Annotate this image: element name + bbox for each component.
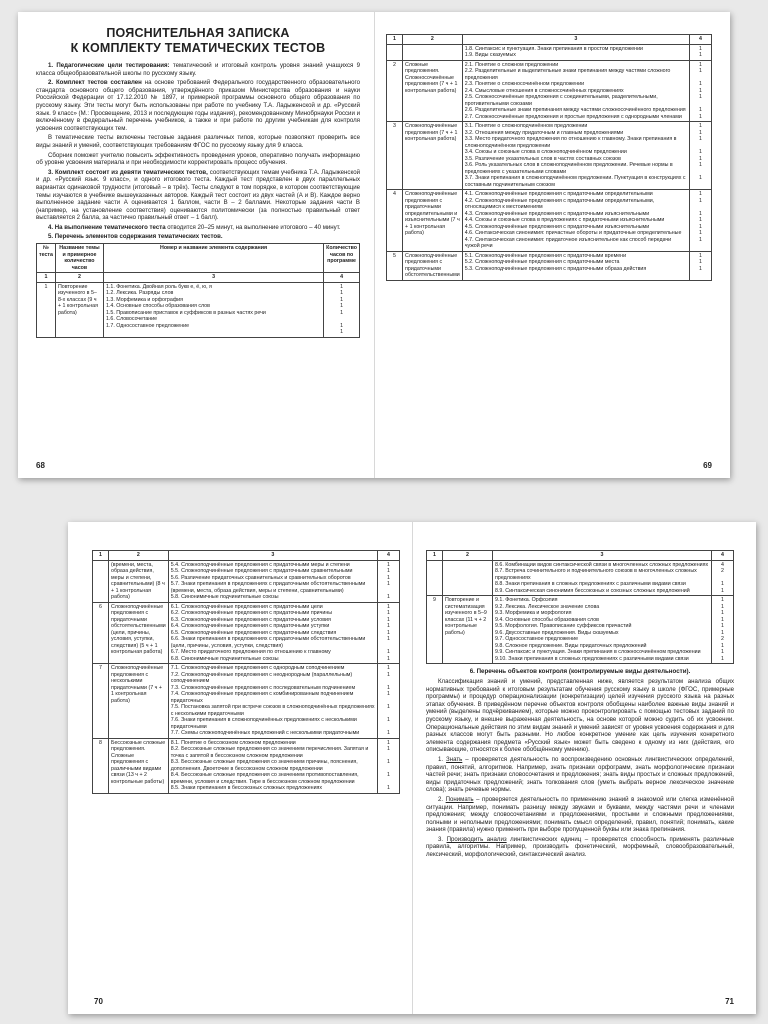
item: 5.4. Сложноподчинённые предложения с придаточными меры и степени: [170, 561, 350, 568]
item: 6.7. Место придаточного предложения по отношению к главному: [170, 649, 331, 655]
hours: 1: [721, 649, 724, 655]
col-number: 1: [427, 551, 443, 561]
header-cell: № теста: [37, 244, 56, 273]
test-number: [387, 44, 403, 60]
topic-cell: Сложноподчинённые предложения с придаточными определительными и изъяснительными (7 ч + 1 контрольная работа): [403, 190, 463, 252]
hours: 1: [699, 52, 702, 58]
hours-cell: [378, 664, 400, 739]
item: 9.4. Основные способы образования слов: [495, 616, 599, 623]
table-row: [427, 560, 734, 596]
hours: 1: [387, 636, 390, 642]
item: 6.3. Сложноподчинённые предложения с придаточными условия: [170, 616, 331, 623]
test-number: [427, 560, 443, 596]
paragraph: [36, 169, 360, 222]
title-line-1: ПОЯСНИТЕЛЬНАЯ ЗАПИСКА: [106, 26, 290, 40]
col-number: 3: [493, 551, 712, 561]
hours: 1: [721, 616, 724, 623]
content-table: [36, 243, 360, 338]
paragraph: [36, 233, 360, 241]
col-number: 3: [168, 551, 377, 561]
table-row: [427, 596, 734, 664]
col-number: 1: [37, 273, 56, 283]
item: 3.4. Союзы и союзные слова в сложноподчинённом предложении: [464, 149, 627, 155]
paragraph-text: отводится 20–25 минут, на выполнение итогового – 40 минут.: [165, 223, 341, 231]
test-number: 3: [387, 122, 403, 190]
hours: 1: [387, 691, 390, 697]
hours: 1: [721, 597, 724, 603]
term: Производить анализ: [446, 835, 507, 843]
item: 1.8. Синтаксис и пунктуация. Знаки препинания в простом предложении: [464, 45, 643, 52]
item: 9.10. Знаки препинания в сложных предложениях с различными видами связи: [495, 655, 689, 662]
col-number: 2: [109, 551, 169, 561]
item: 1.6. Словосочетание: [105, 316, 158, 323]
item: 7.1. Сложноподчинённые предложения с однородным соподчинением: [170, 665, 345, 671]
item: 2.5. Сложносочинённые предложения с соединительными, разделительными, противительными союзами: [464, 94, 658, 107]
column-number-row: [387, 35, 712, 45]
item: 6.8. Синонимичные подчинительные союзы: [170, 655, 279, 662]
hours: 1: [387, 616, 390, 623]
hours: 1: [721, 581, 724, 587]
item: 1.9. Виды сказуемых: [464, 52, 516, 58]
item: 6.4. Сложноподчинённые предложения с придаточными уступки: [170, 623, 330, 629]
table-row: [93, 664, 400, 739]
hours: 1: [699, 107, 702, 113]
item: 4.5. Сложноподчинённые предложения с придаточными изъяснительными: [464, 223, 650, 230]
hours: 1: [387, 655, 390, 662]
hours: 1: [340, 296, 344, 303]
col-number: 3: [103, 273, 323, 283]
item: 8.8. Знаки препинания в сложных предложениях с различными видами связи: [495, 581, 686, 587]
items-cell: [168, 664, 377, 739]
col-number: 2: [443, 551, 493, 561]
hours: 1: [340, 303, 344, 310]
paragraph-heading: 5. Перечень элементов содержания тематических тестов.: [48, 233, 223, 241]
hours: 1: [387, 610, 390, 616]
paragraph-heading: 3. Комплект состоит из девяти тематических тестов,: [48, 168, 208, 176]
paragraph-heading: 4. На выполнение тематического теста: [48, 223, 166, 231]
page-number: 70: [94, 997, 103, 1006]
top-spread: [18, 12, 730, 478]
item: 1.5. Правописание приставок и суффиксов в разных частях речи: [105, 309, 266, 316]
hours: 1: [340, 283, 344, 290]
col-number: 4: [712, 551, 734, 561]
test-number: [93, 560, 109, 602]
hours: 1: [721, 587, 724, 594]
item: 4.6. Синтаксическая синонимия: причастные обороты и придаточные определительные: [464, 230, 682, 236]
hours: 1: [699, 61, 702, 68]
item: 7.4. Сложноподчинённые предложения с комбинированным подчинением придаточных: [170, 691, 354, 704]
hours-cell: [690, 190, 712, 252]
hours: 1: [387, 717, 390, 723]
item: 8.2. Бессоюзные сложные предложения со значением перечисления. Запятая и точка с запятой в бессоюзном сложном предложении: [170, 746, 369, 759]
hours: 1: [699, 87, 702, 94]
item: 8.7. Встреча сочинительного и подчинительного союзов в многочленных сложных предложениях: [495, 568, 697, 581]
item: 9.6. Двусоставные предложения. Виды сказуемых: [495, 629, 619, 636]
hours: 1: [699, 113, 702, 120]
item: 3.1. Понятие о сложноподчинённом предложении: [464, 123, 588, 129]
topic-cell: Бессоюзные сложные предложения. Сложные предложения с различными видами связи (13 ч + 2 контрольные работы): [109, 738, 169, 793]
hours: 1: [699, 236, 702, 243]
bottom-spread: [68, 522, 756, 1014]
item: 5.8. Синонимичные подчинительные союзы: [170, 594, 279, 600]
hours: 1: [699, 252, 702, 259]
hours-cell: [690, 251, 712, 280]
paragraph: 3. Производить анализ лингвистических единиц – проверяется способность применять различные правила, алгоритмы. Например, производить фонетический, морфемный, словообразовательный, лексический, морфологический, синтаксический анализ.: [426, 835, 734, 859]
item: 9.2. Лексика. Лексическое значение слова: [495, 603, 600, 610]
hours: 1: [699, 197, 702, 204]
content-table: [426, 550, 734, 664]
topic-cell: [403, 44, 463, 60]
paragraph-text: на основе требований Федерального государственного образовательного стандарта основного общего образования, утверждённого приказом Министерства образования и науки Российской Федерации от 17.12.2010 № 1897, и примерной программы основного общего образования по русскому языку. Эти тесты могут быть использованы при работе по учебнику Т.А. Ладыженской и др. «Русский язык. 9 класс» (М.: Просвещение, 2013 и последующие годы издания), рекомендованному Минобрнауки России и включённому в федеральный перечень учебников, а также и при работе по другим учебникам для контроля усвоения соответствующих тем.: [36, 79, 360, 132]
hours: 1: [699, 230, 702, 236]
item: 6.2. Сложноподчинённые предложения с придаточными причины: [170, 610, 333, 616]
paragraph-text: – проверяется деятельность по воспроизведению основных лингвистических определений, правил, понятий, алгоритмов. Например, знать признаки орфограмм, знать морфологические признаки частей речи; знать признаки словосочетания и предложения; знать виды простых и сложных предложений, виды придаточных предложений; знать толкования слов (уметь выбрать верное лексическое значение слова); знать речевые нормы.: [426, 755, 734, 794]
item: 6.1. Сложноподчинённые предложения с придаточными цели: [170, 603, 323, 610]
table-row: [93, 738, 400, 793]
topic-cell: Сложные предложения. Сложносочинённые предложения (7 ч + 1 контрольная работа): [403, 60, 463, 122]
paragraph: 2. Понимать – проверяется деятельность по применению знаний в знакомой или слегка изменённой ситуации. Например, понимать разницу между звуками и буквами, между частями речи и членами предложения; между словосочетаниями и предложениями, простыми и сложными предложениями, полными и неполными предложениями; понимать смысл определений, правил, понятий; понимать, какие знания (правила) нужно применить при выборе пропущенной буквы или знака препинания.: [426, 795, 734, 834]
hours: 1: [721, 623, 724, 629]
hours: 1: [699, 191, 702, 197]
hours: 1: [699, 162, 702, 168]
item: 2.2. Разделительные и выделительные знаки препинания между частями сложного предложения: [464, 68, 671, 81]
item: 2.6. Разделительные знаки препинания между частями сложносочинённого предложения: [464, 107, 686, 113]
table-header-row: [37, 244, 360, 273]
hours: 1: [387, 671, 390, 678]
paragraph-heading: 1. Педагогические цели тестирования:: [48, 62, 170, 69]
col-number: 1: [387, 35, 403, 45]
test-number: 1: [37, 282, 56, 337]
item: 8.1. Понятие о бессоюзном сложном предложении: [170, 739, 296, 746]
hours: 1: [699, 149, 702, 155]
item: 3.7. Знаки препинания в сложноподчинённом предложении. Пунктуация в конструкциях с составным подчинительным союзом: [464, 175, 686, 188]
item: 5.3. Сложноподчинённые предложения с придаточными образа действия: [464, 265, 647, 272]
page-number: 69: [703, 461, 712, 470]
items-cell: [168, 602, 377, 664]
page-69: [374, 12, 730, 478]
hours-cell: [378, 738, 400, 793]
hours: 1: [387, 704, 390, 710]
item: 9.1. Фонетика. Орфоэпия: [495, 597, 558, 603]
paragraph: [36, 224, 360, 232]
items-cell: [493, 560, 712, 596]
paragraph: Сборник поможет учителю повысить эффективность проведения уроков, оперативно получать информацию об уровне усвоения материала и при необходимости корректировать процесс обучения.: [36, 151, 360, 167]
item: 3.6. Роль указательных слов в сложноподчинённом предложении. Речевые нормы в предложениях с указательными словами: [464, 162, 673, 175]
item: 4.2. Сложноподчинённые предложения с придаточными определительными, относящимися к местоимениям: [464, 197, 655, 210]
paragraph: В тематические тесты включены тестовые задания различных типов, которые позволяют проверить все виды знаний и умений, соответствующих требованиям ФГОС по русскому языку для 9 класса.: [36, 134, 360, 149]
hours: 1: [340, 309, 344, 316]
paragraph-text: тематический и итоговый контроль уровня знаний учащихся 9 класса общеобразовательной школы по русскому языку.: [36, 62, 361, 77]
hours: 2: [721, 568, 724, 574]
items-cell: [462, 44, 689, 60]
page-71: [412, 522, 756, 1014]
content-table: [386, 34, 712, 281]
table-row: [387, 190, 712, 252]
paragraph-text: соответствующих темам учебника Т.А. Ладыженской и др. «Русский язык. 9 класс», и одного итогового теста. Каждый тест представлен в двух параллельных вариантах одинаковой трудности (итоговый – в трёх). Тесты следуют в том порядке, в котором соответствующие темы изучаются в учебнике вышеуказанных авторов. Каждый тест состоит из двух частей (А и В). Каждое верно выполненное задание части А оценивается 1 баллом, части В – 2 баллами. Некоторые задания части В (например, на установление соответствия) оцениваются политомически (за полностью правильный ответ выставляется 2 балла, за частично правильный ответ – 1 балл).: [36, 168, 360, 222]
item: 9.7. Односоставное предложение: [495, 636, 579, 642]
item: 9.5. Морфология. Правописание суффиксов причастий: [495, 623, 632, 629]
hours: 1: [340, 290, 344, 297]
page-title: [36, 26, 360, 56]
topic-cell: (времени, места, образа действия, меры и степени, сравнительными) (8 ч + 1 контрольная работа): [109, 560, 169, 602]
hours: 1: [699, 68, 702, 74]
items-cell: [493, 596, 712, 664]
column-number-row: [427, 551, 734, 561]
hours: 1: [387, 684, 390, 691]
page-70: [68, 522, 412, 1014]
item: 4.7. Синтаксическая синонимия: придаточное изъяснительное как способ передачи чужой речи: [464, 236, 672, 249]
test-number: 6: [93, 602, 109, 664]
section-heading: 6. Перечень объектов контроля (контролируемые виды деятельности).: [469, 668, 691, 675]
item: 7.6. Знаки препинания в сложноподчинённых предложениях с несколькими придаточными: [170, 717, 357, 730]
item: 9.3. Морфемика и морфология: [495, 610, 572, 616]
hours: 1: [721, 642, 724, 649]
hours-cell: [690, 122, 712, 190]
topic-cell: [443, 560, 493, 596]
item: 5.2. Сложноподчинённые предложения с придаточными места: [464, 259, 620, 265]
hours: 1: [699, 265, 702, 272]
term: Понимать: [445, 795, 474, 803]
hours-cell: [712, 596, 734, 664]
item: 5.5. Сложноподчинённые предложения с придаточными сравнительными: [170, 568, 353, 574]
item: 1.3. Морфемика и орфография: [105, 296, 184, 303]
paragraph-heading: 2. Комплект тестов составлен: [48, 79, 142, 87]
hours: 1: [699, 129, 702, 136]
item: 4.3. Сложноподчинённые предложения с придаточными изъяснительными: [464, 210, 650, 217]
item: 2.3. Понятие о сложносочинённом предложении: [464, 81, 585, 87]
item: 5.6. Различение придаточных сравнительных и сравнительных оборотов: [170, 574, 351, 581]
header-cell: Номер и название элемента содержания: [103, 244, 323, 273]
content-table: [92, 550, 400, 794]
paragraph: [36, 62, 360, 77]
hours: 1: [387, 574, 390, 581]
item: 8.6. Комбинации видов синтаксической связи в многочленных сложных предложениях: [495, 561, 709, 568]
items-cell: [462, 60, 689, 122]
hours-cell: [690, 44, 712, 60]
item: 9.8. Сложное предложение. Виды придаточных предложений: [495, 642, 647, 649]
column-number-row: [37, 273, 360, 283]
table-row: [37, 282, 360, 337]
col-number: 3: [462, 35, 689, 45]
item: 2.1. Понятие о сложном предложении: [464, 61, 559, 68]
item: 1.7. Односоставное предложение: [105, 322, 190, 329]
items-cell: [462, 251, 689, 280]
hours-cell: [712, 560, 734, 596]
hours: 1: [699, 136, 702, 142]
hours: 1: [721, 655, 724, 662]
hours: 1: [699, 223, 702, 230]
hours: 1: [340, 322, 344, 329]
item: 7.5. Постановка запятой при встрече союзов в сложноподчинённых предложениях с несколькими придаточными: [170, 704, 375, 717]
col-number: 2: [403, 35, 463, 45]
hours: 1: [699, 175, 702, 181]
item: 5.1. Сложноподчинённые предложения с придаточными времени: [464, 252, 627, 259]
topic-cell: Повторение изученного в 5–8-х классах (9 ч + 1 контрольная работа): [55, 282, 103, 337]
hours: 1: [387, 561, 390, 568]
hours: 1: [387, 594, 390, 600]
item: 2.4. Смысловые отношения в сложносочинённых предложениях: [464, 87, 624, 94]
paragraph: Классификация знаний и умений, представленная ниже, является результатом анализа общих нормативных требований к итоговым результатам обучения русскому языку в школе (ФГОС, примерные программы) и процедур операционализации (конкретизации) целей изучения русского языка на разных этапах обучения. В приведённом перечне объектов контроля обобщены наиболее важные виды знаний и умений (выделены подчёркиванием), которые можно проконтролировать с помощью тестовых заданий по русскому языку, и внешне выраженная деятельность, на основе которой можно судить об их усвоении. Операциональные действия по этим видам знаний и умений зависят от уровня усвоения содержания и для разных классов могут быть разными. Но любое конкретное умение как цель изучения конкретного элемента содержания предмета «Русский язык» может быть сведено к одному из них (действия, его описывающие, относятся к более обобщённому умению).: [426, 678, 734, 754]
test-number: 8: [93, 738, 109, 793]
page-number: 68: [36, 461, 45, 470]
hours-cell: [378, 602, 400, 664]
topic-cell: Сложноподчинённые предложения (7 ч + 1 контрольная работа): [403, 122, 463, 190]
paragraph-text: – проверяется деятельность по применению знаний в знакомой или слегка изменённой ситуации. Например, понимать разницу между звуками и буквами, между частями речи и членами предложения; между словосочетаниями и предложениями, простыми и сложными предложениями, полными и неполными предложениями; понимать смысл определений, правил, понятий; понимать, какие знания (правила) нужно применить при выборе пропущенной буквы или знака препинания.: [426, 795, 734, 834]
hours: 1: [387, 785, 390, 791]
item: 1.2. Лексика. Разряды слов: [105, 290, 174, 297]
hours: 1: [387, 730, 390, 736]
hours: 1: [387, 759, 390, 765]
hours: 1: [387, 568, 390, 574]
hours: 1: [387, 581, 390, 587]
table-row: [93, 602, 400, 664]
header-cell: Название темы и примерное количество часов: [55, 244, 103, 273]
hours: 1: [387, 603, 390, 610]
page-68: [18, 12, 374, 478]
topic-cell: Сложноподчинённые предложения с несколькими придаточными (7 ч + 1 контрольная работа): [109, 664, 169, 739]
header-cell: Количество часов по программе: [324, 244, 360, 273]
hours: 1: [387, 772, 390, 778]
hours: 1: [387, 746, 390, 752]
item: 1.1. Фонетика. Двойная роль букв е, ё, ю, я: [105, 283, 212, 290]
item: 8.3. Бессоюзные сложные предложения со значением причины, пояснения, дополнения. Двоеточие в бессоюзном сложном предложении: [170, 759, 358, 772]
paragraph: [36, 79, 360, 132]
hours: 1: [699, 123, 702, 129]
title-line-2: К КОМПЛЕКТУ ТЕМАТИЧЕСКИХ ТЕСТОВ: [70, 41, 326, 55]
topic-cell: Сложноподчинённые предложения с придаточными обстоятельственными (цели, причины, условия, уступки, следствия) (5 ч + 1 контрольная работа): [109, 602, 169, 664]
item: 3.5. Различение указательных слов в частях составных союзов: [464, 155, 621, 162]
table-row: [387, 122, 712, 190]
item: 7.7. Схемы сложноподчинённых предложений с несколькими придаточными: [170, 730, 360, 736]
hours: 1: [699, 81, 702, 87]
hours: 1: [699, 94, 702, 100]
hours: 1: [387, 629, 390, 636]
item: 8.4. Бессоюзные сложные предложения со значением противопоставления, времени, условия и следствия. Тире в бессоюзном сложном предложении: [170, 772, 359, 785]
item: 4.1. Сложноподчинённые предложения с придаточными определительными: [464, 191, 653, 197]
item: 8.5. Знаки препинания в бессоюзных сложных предложениях: [170, 785, 323, 791]
hours: 2: [721, 636, 724, 642]
items-cell: [462, 190, 689, 252]
item: 3.2. Отношения между придаточным и главным предложениями: [464, 129, 624, 136]
item: 7.3. Сложноподчинённые предложения с последовательным подчинением: [170, 684, 356, 691]
table-row: [387, 60, 712, 122]
item: 1.4. Основные способы образования слов: [105, 303, 210, 310]
item: 5.7. Знаки препинания в предложениях с придаточными обстоятельственными (времени, места, образа действия, меры и степени, сравнительными): [170, 581, 366, 594]
hours: 4: [721, 561, 724, 568]
hours: 1: [721, 610, 724, 616]
item: 7.2. Сложноподчинённые предложения с неоднородным (параллельным) соподчинением: [170, 671, 353, 684]
item: 6.6. Знаки препинания в предложениях с придаточными обстоятельственными (цели, причины, условия, уступки, следствия): [170, 636, 366, 649]
hours: 1: [387, 665, 390, 671]
items-cell: [168, 560, 377, 602]
paragraph-text: лингвистических единиц – проверяется способность применять различные правила, алгоритмы. Например, производить фонетический, морфемный, словообразовательный, лексический, морфологический, синтаксический анализ.: [426, 835, 734, 859]
hours: 1: [721, 603, 724, 610]
test-number: 5: [387, 251, 403, 280]
col-number: 1: [93, 551, 109, 561]
table-row: [387, 44, 712, 60]
test-number: 7: [93, 664, 109, 739]
item: 4.4. Союзы и союзные слова в предложениях с придаточными изъяснительными: [464, 217, 665, 223]
column-number-row: [93, 551, 400, 561]
term: Знать: [446, 755, 463, 763]
test-number: 9: [427, 596, 443, 664]
table-row: [93, 560, 400, 602]
item: 2.7. Сложносочинённые предложения и простые предложения с однородными членами: [464, 113, 682, 120]
item: 6.5. Сложноподчинённые предложения с придаточными следствия: [170, 629, 337, 636]
topic-cell: Повторение и систематизация изученного в 5–9 классах (11 ч + 2 контрольные работы): [443, 596, 493, 664]
col-number: 2: [55, 273, 103, 283]
item: 8.9. Синтаксическая синонимия бессоюзных и союзных сложных предложений: [495, 587, 690, 594]
hours: 1: [699, 210, 702, 217]
hours: 1: [699, 217, 702, 223]
hours: 1: [340, 329, 344, 336]
hours: 1: [387, 649, 390, 655]
items-cell: [103, 282, 323, 337]
topic-cell: Сложноподчинённые предложения с придаточными обстоятельственными: [403, 251, 463, 280]
items-cell: [462, 122, 689, 190]
item: 3.3. Место придаточного предложения по отношению к главному. Знаки препинания в сложноподчинённом предложении: [464, 136, 677, 149]
table-row: [387, 251, 712, 280]
hours: 1: [721, 629, 724, 636]
col-number: 4: [378, 551, 400, 561]
page-number: 71: [725, 997, 734, 1006]
item: 9.9. Синтаксис и пунктуация. Знаки препинания в сложносочинённом предложении: [495, 649, 701, 655]
hours-cell: [690, 60, 712, 122]
hours: 1: [699, 45, 702, 52]
col-number: 4: [324, 273, 360, 283]
test-number: 4: [387, 190, 403, 252]
hours: 1: [699, 155, 702, 162]
hours: 1: [387, 739, 390, 746]
test-number: 2: [387, 60, 403, 122]
paragraph: 1. Знать – проверяется деятельность по воспроизведению основных лингвистических определений, правил, понятий, алгоритмов. Например, знать признаки орфограмм, знать морфологические признаки частей речи; знать признаки словосочетания и предложения; знать виды простых и сложных предложений, виды придаточных предложений; знать толкования слов (уметь выбрать верное лексическое значение слова); знать речевые нормы.: [426, 755, 734, 794]
hours: 1: [387, 623, 390, 629]
hours: 1: [699, 259, 702, 265]
hours-cell: [324, 282, 360, 337]
hours-cell: [378, 560, 400, 602]
items-cell: [168, 738, 377, 793]
col-number: 4: [690, 35, 712, 45]
